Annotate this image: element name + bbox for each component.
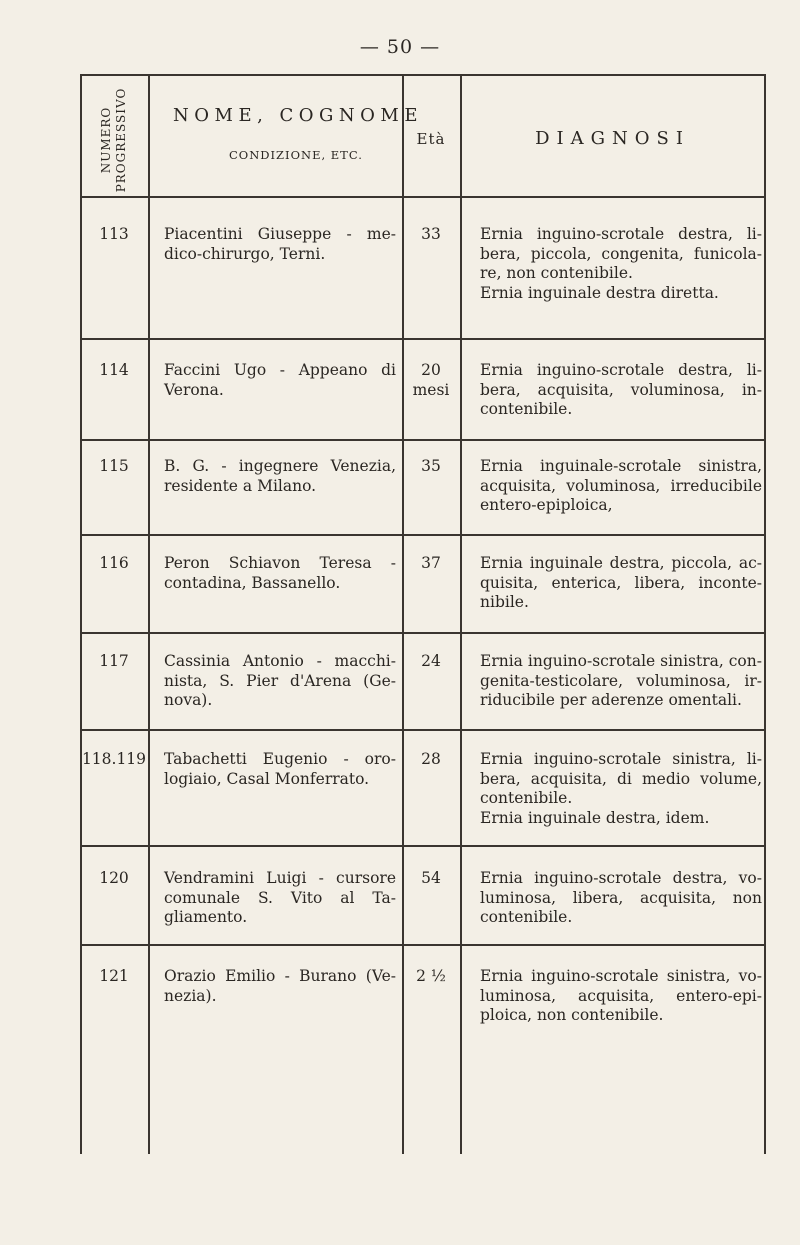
row-diagnosis: Ernia inguinale destra, piccola, ac- quisita, enterica, libera, inconte- nibile. — [480, 554, 762, 611]
row-name: B. G. - ingegnere Venezia, residente a Milano. — [164, 457, 396, 495]
row-rule — [80, 729, 765, 731]
row-rule — [80, 338, 765, 340]
row-diagnosis: Ernia inguino-scrotale destra, vo- luminosa, libera, acquisita, non contenibile. — [480, 869, 762, 926]
header-name-column: NOME, COGNOME — [173, 105, 424, 126]
row-number: 120 — [99, 869, 129, 887]
header-number-line-2: PROGRESSIVO — [114, 87, 128, 192]
header-bottom-rule — [80, 196, 765, 198]
row-age: 35 — [421, 457, 441, 475]
row-number: 116 — [99, 554, 129, 572]
row-age: 24 — [421, 652, 441, 670]
row-number: 115 — [99, 457, 129, 475]
row-number: 118.119 — [81, 750, 147, 768]
row-number: 117 — [99, 652, 129, 670]
page-number: — 50 — — [359, 36, 441, 58]
row-diagnosis: Ernia inguino-scrotale destra, li- bera, piccola, congenita, funicola- re, non contenibile. Ernia inguinale destra diretta. — [480, 225, 762, 302]
row-rule — [80, 439, 765, 441]
header-diagnosis-column: DIAGNOSI — [535, 128, 690, 149]
header-number-line-1: NUMERO — [99, 106, 113, 173]
row-age: 54 — [421, 869, 441, 887]
row-name: Piacentini Giuseppe - me- dico-chirurgo, Terni. — [164, 225, 396, 263]
row-number: 121 — [99, 967, 129, 985]
row-number: 113 — [99, 225, 129, 243]
column-rule — [764, 74, 766, 1154]
row-number: 114 — [99, 361, 129, 379]
header-number-column — [80, 82, 148, 197]
row-name: Orazio Emilio - Burano (Ve- nezia). — [164, 967, 396, 1005]
ledger-table — [80, 74, 765, 1154]
row-rule — [80, 534, 765, 536]
row-name: Tabachetti Eugenio - oro- logiaio, Casal Monferrato. — [164, 750, 396, 788]
column-rule — [148, 74, 150, 1154]
header-age-column: Età — [416, 130, 446, 148]
row-age: 2 ½ — [416, 967, 446, 985]
row-rule — [80, 944, 765, 946]
row-diagnosis: Ernia inguino-scrotale sinistra, con- genita-testicolare, voluminosa, ir- riducibile per aderenze omentali. — [480, 652, 762, 709]
row-name: Faccini Ugo - Appeano di Verona. — [164, 361, 396, 399]
row-name: Vendramini Luigi - cursore comunale S. Vito al Ta- gliamento. — [164, 869, 396, 926]
row-age: 37 — [421, 554, 441, 572]
header-name-subtitle: CONDIZIONE, ETC. — [229, 148, 363, 162]
row-rule — [80, 845, 765, 847]
row-age: 20 mesi — [412, 361, 450, 399]
row-diagnosis: Ernia inguino-scrotale sinistra, vo- luminosa, acquisita, entero-epi- ploica, non contenibile. — [480, 967, 762, 1024]
row-diagnosis: Ernia inguino-scrotale sinistra, li- bera, acquisita, di medio volume, contenibile. Ernia inguinale destra, idem. — [480, 750, 762, 827]
row-name: Cassinia Antonio - macchi- nista, S. Pier d'Arena (Ge- nova). — [164, 652, 396, 709]
column-rule — [460, 74, 462, 1154]
row-age: 33 — [421, 225, 441, 243]
row-diagnosis: Ernia inguino-scrotale destra, li- bera, acquisita, voluminosa, in- contenibile. — [480, 361, 762, 418]
row-diagnosis: Ernia inguinale-scrotale sinistra, acquisita, voluminosa, irreducibile entero-epiploica, — [480, 457, 762, 514]
row-age: 28 — [421, 750, 441, 768]
row-rule — [80, 632, 765, 634]
row-name: Peron Schiavon Teresa - contadina, Bassanello. — [164, 554, 396, 592]
table-top-rule — [80, 74, 765, 76]
